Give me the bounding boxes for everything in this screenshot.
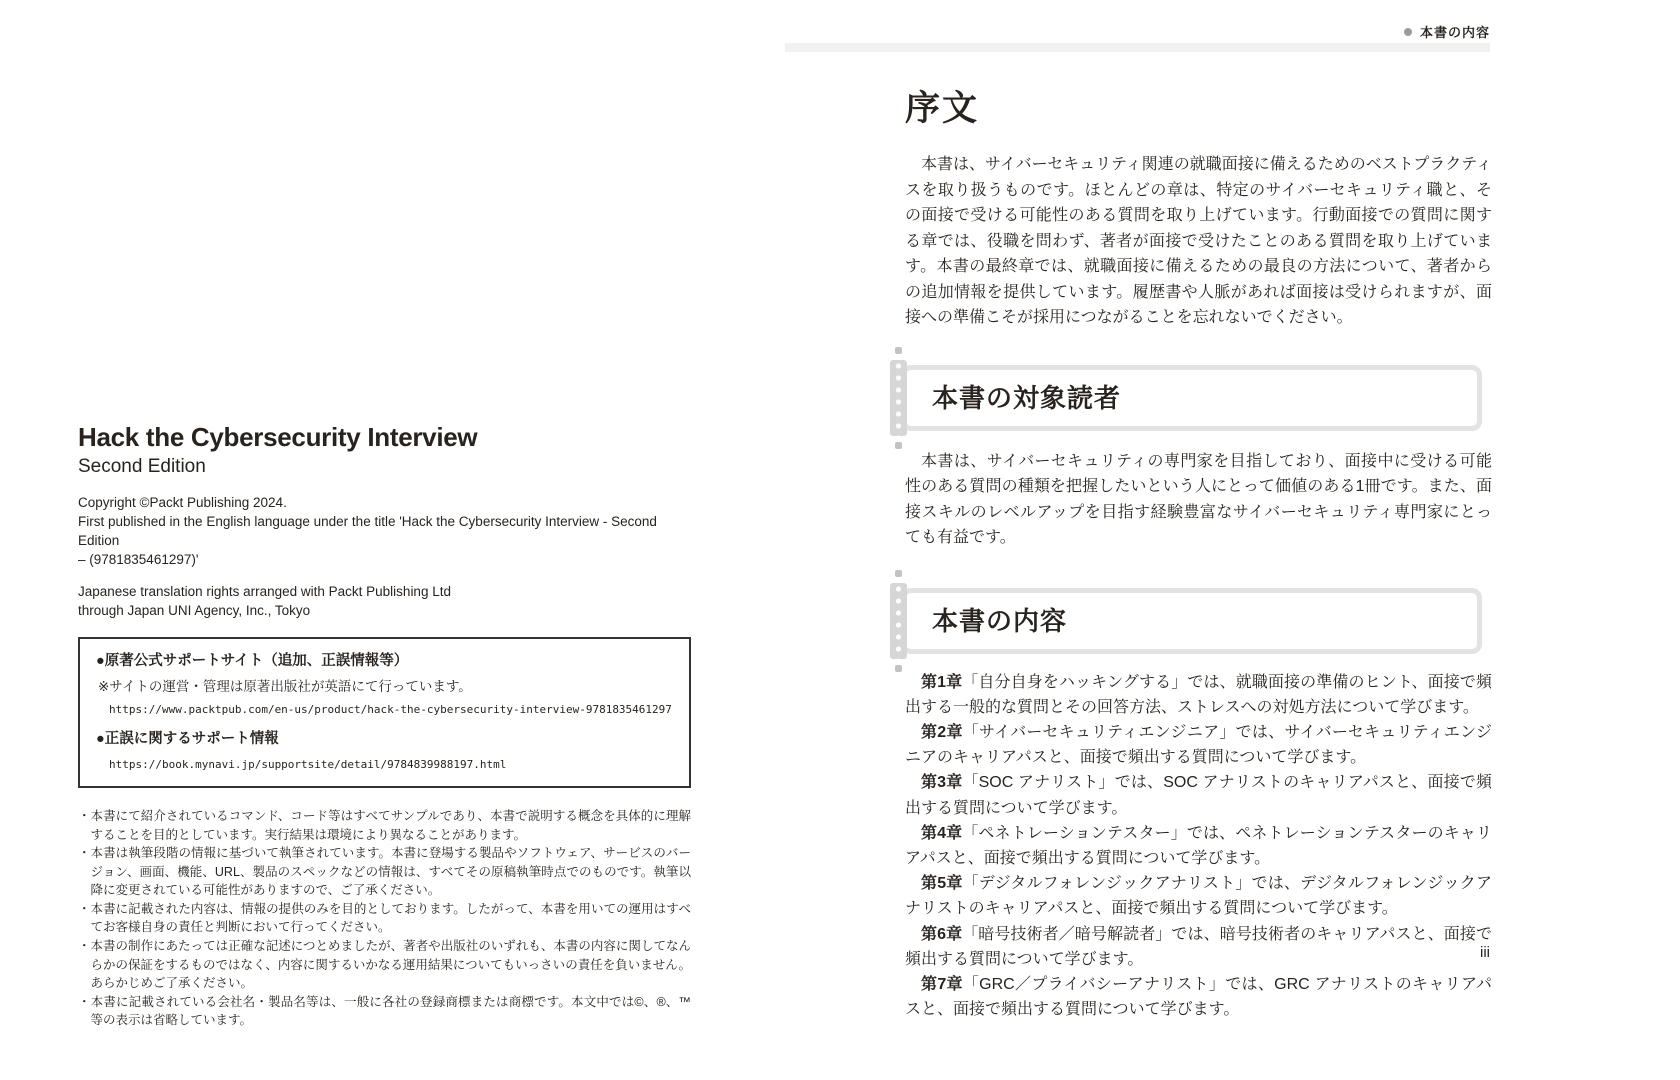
chapter-entry [905, 972, 1492, 1022]
copyright-line: – (9781835461297)' [78, 551, 199, 567]
rights-line: Japanese translation rights arranged with Packt Publishing Ltd [78, 583, 451, 599]
chapter-description: 「SOC アナリスト」では、SOC アナリストのキャリアパスと、面接で頻出する質問について学びます。 [905, 774, 1492, 817]
copyright-line: Copyright ©Packt Publishing 2024. [78, 494, 287, 510]
disclaimer-item: ・本書に記載されている会社名・製品名等は、一般に各社の登録商標または商標です。本文中では©、®、™ 等の表示は省略しています。 [78, 994, 691, 1028]
errata-title: ●正誤に関するサポート情報 [96, 730, 279, 747]
header-rule [785, 43, 1490, 52]
chapter-label: 第2章 [921, 723, 963, 741]
rights-line: through Japan UNI Agency, Inc., Tokyo [78, 602, 311, 618]
chapter-description: 「デジタルフォレンジックアナリスト」では、デジタルフォレンジックアナリストのキャリアパスと、面接で頻出する質問について学びます。 [905, 875, 1492, 918]
section-target-readers [890, 365, 1482, 431]
chapter-label: 第1章 [921, 673, 963, 691]
dotted-strip-icon [890, 583, 907, 659]
section-book-contents [890, 588, 1482, 654]
section-heading-target-readers: 本書の対象読者 [901, 365, 1482, 431]
copyright-line: First published in the English language under the title 'Hack the Cybersecurity Interview - Second Edition [78, 513, 657, 548]
chapter-description: 「自分自身をハッキングする」では、就職面接の準備のヒント、面接で頻出する一般的な質問とその回答方法、ストレスへの対処方法について学びます。 [905, 673, 1492, 716]
running-header [785, 22, 1490, 41]
support-site-note: ※サイトの運営・管理は原著出版社が英語にて行っています。 [98, 678, 472, 694]
running-header-label: 本書の内容 [1419, 25, 1490, 40]
chapter-label: 第3章 [921, 774, 963, 792]
chapter-label: 第7章 [921, 975, 963, 993]
errata-url: https://book.mynavi.jp/supportsite/detail/9784839988197.html [109, 757, 507, 771]
copyright-block [78, 493, 691, 569]
disclaimer-item: ・本書は執筆段階の情報に基づいて執筆されています。本書に登場する製品やソフトウェア、サービスのバージョン、画面、機能、URL、製品のスペックなどの情報は、すべてその原稿執筆時点でのものです。執筆以降に変更されている可能性がありますので、ご了承ください。 [78, 846, 691, 898]
chapter-list [905, 670, 1492, 1023]
chapter-description: 「ペネトレーションテスター」では、ペネトレーションテスターのキャリアパスと、面接で頻出する質問について学びます。 [905, 824, 1492, 867]
dotted-strip-icon [890, 360, 907, 436]
chapter-entry [905, 821, 1492, 871]
chapter-description: 「暗号技術者／暗号解読者」では、暗号技術者のキャリアパスと、面接で頻出する質問について学びます。 [905, 925, 1492, 968]
disclaimer-item: ・本書の制作にあたっては正確な記述につとめましたが、著者や出版社のいずれも、本書の内容に関してなんらかの保証をするものではなく、内容に関するいかなる運用結果についてもいっさいの責任を負いません。あらかじめご了承ください。 [78, 939, 691, 991]
chapter-description: 「GRC／プライバシーアナリスト」では、GRC アナリストのキャリアパスと、面接で頻出する質問について学びます。 [905, 975, 1492, 1019]
right-page [905, 88, 1492, 1022]
page-number: iii [1480, 944, 1490, 961]
support-info-box [78, 637, 691, 788]
book-title: Hack the Cybersecurity Interview [78, 422, 478, 452]
chapter-description: 「サイバーセキュリティエンジニア」では、サイバーセキュリティエンジニアのキャリアパスと、面接で頻出する質問について学びます。 [905, 723, 1493, 767]
chapter-label: 第4章 [921, 824, 963, 842]
target-readers-paragraph: 本書は、サイバーセキュリティの専門家を目指しており、面接中に受ける可能性のある質問の種類を把握したいという人にとって価値のある1冊です。また、面接スキルのレベルアップを目指す経験豊富なサイバーセキュリティ専門家にとっても有益です。 [905, 452, 1492, 546]
preface-paragraph: 本書は、サイバーセキュリティ関連の就職面接に備えるためのベストプラクティスを取り扱うものです。ほとんどの章は、特定のサイバーセキュリティ職と、その面接で受ける可能性のある質問を取り上げています。行動面接での質問に関する章では、役職を問わず、著者が面接で受けたことのある質問を取り上げています。本書の最終章では、就職面接に備えるための最良の方法について、著者からの追加情報を提供しています。履歴書や人脈があれば面接は受けられますが、面接への準備こそが採用につながることを忘れないでください。 [905, 156, 1492, 326]
chapter-entry [905, 871, 1492, 921]
left-page [78, 423, 691, 1030]
disclaimer-list [78, 807, 691, 1030]
support-site-title: ●原著公式サポートサイト（追加、正誤情報等） [96, 652, 409, 669]
chapter-entry [905, 670, 1492, 720]
rights-block [78, 582, 691, 620]
chapter-entry [905, 720, 1492, 770]
preface-heading: 序文 [905, 89, 980, 128]
disclaimer-item: ・本書に記載された内容は、情報の提供のみを目的としております。したがって、本書を用いての運用はすべてお客様自身の責任と判断において行ってください。 [78, 901, 691, 935]
chapter-label: 第6章 [921, 925, 963, 943]
disclaimer-item: ・本書にて紹介されているコマンド、コード等はすべてサンプルであり、本書で説明する概念を具体的に理解することを目的としています。実行結果は環境により異なることがあります。 [78, 808, 691, 842]
chapter-entry [905, 922, 1492, 972]
chapter-entry [905, 770, 1492, 820]
section-heading-book-contents: 本書の内容 [901, 588, 1482, 654]
header-bullet-icon [1404, 28, 1412, 36]
chapter-label: 第5章 [921, 875, 963, 893]
book-edition: Second Edition [78, 455, 206, 477]
support-site-url: https://www.packtpub.com/en-us/product/hack-the-cybersecurity-interview-9781835461297 [109, 702, 672, 716]
